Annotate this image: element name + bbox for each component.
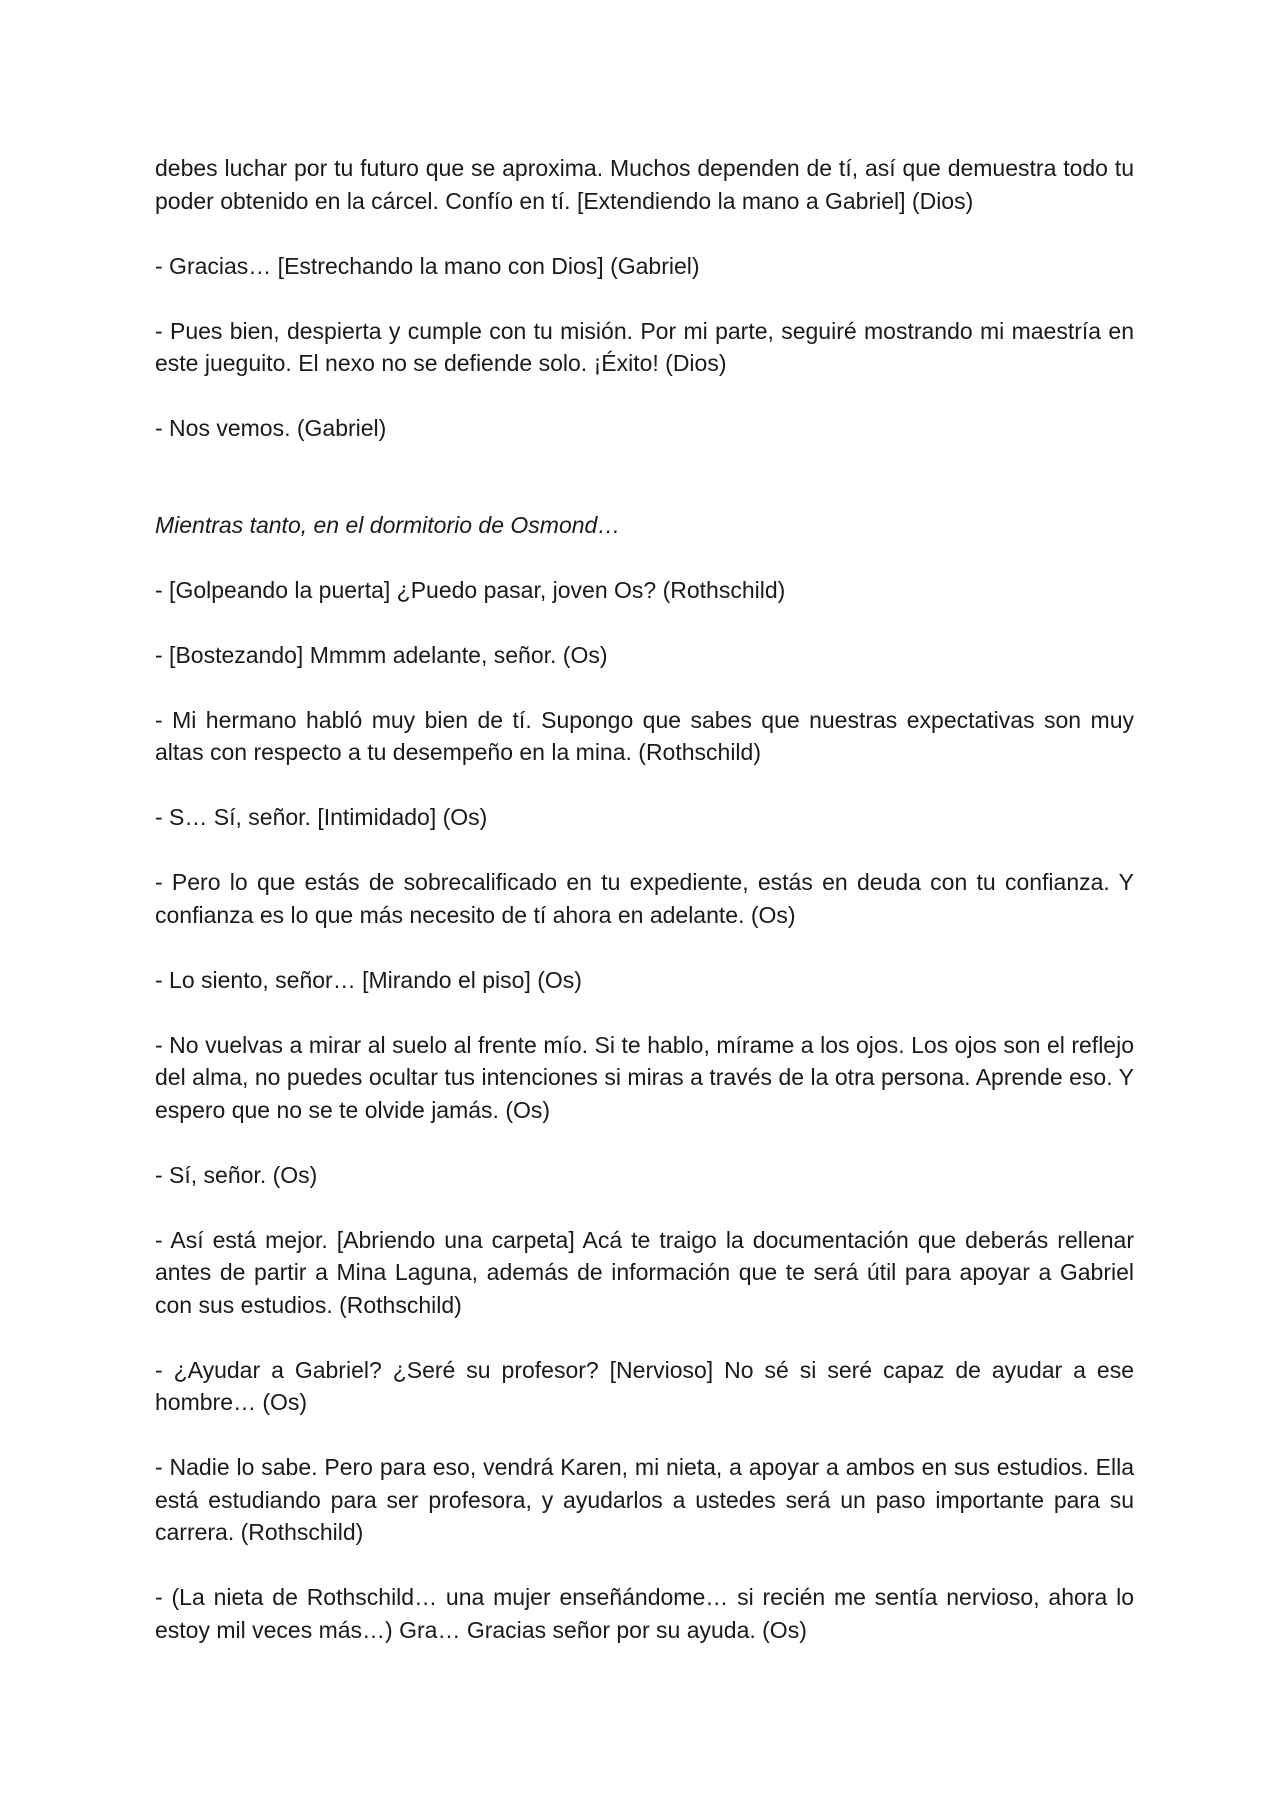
paragraph-rothschild-knock: - [Golpeando la puerta] ¿Puedo pasar, joven Os? (Rothschild): [155, 576, 786, 603]
paragraph-karen: - Nadie lo sabe. Pero para eso, vendrá Karen, mi nieta, a apoyar a ambos en sus estudios. Ella está estudiando para ser profesora, y ayudarlos a ustedes será un paso importante para su carrera. (Rothschild): [155, 1454, 1134, 1545]
paragraph-confidence: - Pero lo que estás de sobrecalificado en tu expediente, estás en deuda con tu confianza. Y confianza es lo que más necesito de tí ahora en adelante. (Os): [155, 869, 1134, 928]
paragraph-os-yes: - Sí, señor. (Os): [155, 1161, 318, 1188]
paragraph-os-help-gabriel: - ¿Ayudar a Gabriel? ¿Seré su profesor? [Nervioso] No sé si seré capaz de ayudar a ese hombre… (Os): [155, 1356, 1134, 1415]
paragraph-documentation: - Así está mejor. [Abriendo una carpeta] Acá te traigo la documentación que deberás rellenar antes de partir a Mina Laguna, además de información que te será útil para apoyar a Gabriel con sus estudios. (Rothschild): [155, 1226, 1134, 1318]
paragraph-os-yawn: - [Bostezando] Mmmm adelante, señor. (Os): [155, 641, 608, 668]
paragraph-rothschild-expectations: - Mi hermano habló muy bien de tí. Supongo que sabes que nuestras expectativas son muy altas con respecto a tu desempeño en la mina. (Rothschild): [155, 706, 1134, 765]
paragraph-os-nervous: - (La nieta de Rothschild… una mujer enseñándome… si recién me sentía nervioso, ahora lo estoy mil veces más…) Gra… Gracias señor por su ayuda. (Os): [155, 1584, 1134, 1643]
paragraph-os-intimidated: - S… Sí, señor. [Intimidado] (Os): [155, 804, 488, 830]
paragraph-gabriel-thanks: - Gracias… [Estrechando la mano con Dios] (Gabriel): [155, 252, 700, 279]
scene-heading: Mientras tanto, en el dormitorio de Osmond…: [155, 511, 621, 538]
paragraph-gabriel-goodbye: - Nos vemos. (Gabriel): [155, 415, 387, 441]
paragraph-eyes-speech: - No vuelvas a mirar al suelo al frente mío. Si te hablo, mírame a los ojos. Los ojos son el reflejo del alma, no puedes ocultar tus intenciones si miras a través de la otra persona. Aprende eso. Y espero que no se te olvide jamás. (Os): [155, 1031, 1134, 1123]
paragraph-os-sorry: - Lo siento, señor… [Mirando el piso] (Os): [155, 966, 582, 993]
paragraph-god-speech-end: debes luchar por tu futuro que se aproxima. Muchos dependen de tí, así que demuestra todo tu poder obtenido en la cárcel. Confío en tí. [Extendiendo la mano a Gabriel] (Dios): [155, 155, 1134, 214]
paragraph-god-farewell: - Pues bien, despierta y cumple con tu misión. Por mi parte, seguiré mostrando mi maestría en este jueguito. El nexo no se defiende solo. ¡Éxito! (Dios): [155, 317, 1134, 376]
